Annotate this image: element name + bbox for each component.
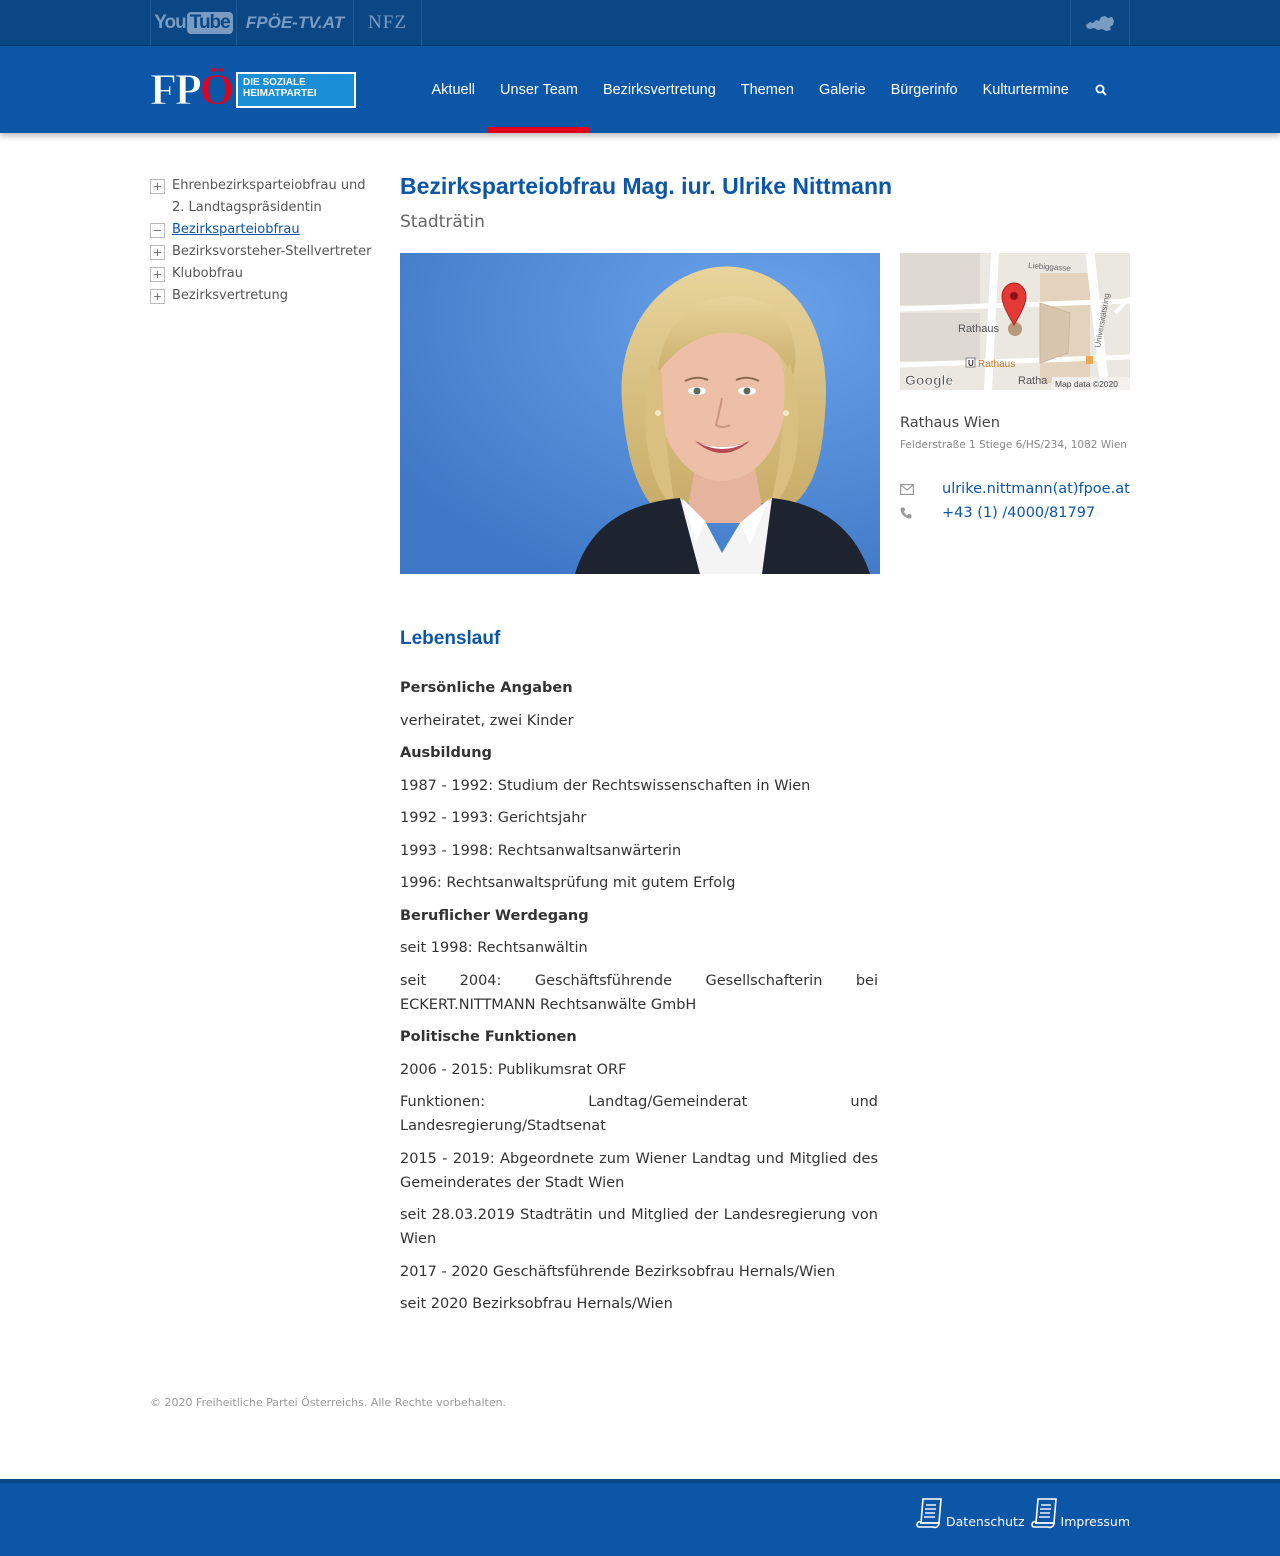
expand-icon[interactable]: + — [150, 267, 165, 282]
location-name: Rathaus Wien — [900, 415, 1000, 431]
sidebar-nav — [150, 175, 380, 307]
logo-tagline-box — [236, 72, 356, 108]
cv-entry: seit 2004: Geschäftsführende Gesellschafterin bei ECKERT.NITTMANN Rechtsanwälte GmbH — [400, 972, 878, 1013]
cv-entry: seit 2020 Bezirksobfrau Hernals/Wien — [400, 1296, 673, 1312]
nav-kulturtermine[interactable]: Kulturtermine — [982, 81, 1069, 98]
impressum-label: Impressum — [1060, 1514, 1130, 1529]
content-area — [0, 133, 1280, 1443]
cv-section-heading: Beruflicher Werdegang — [400, 907, 589, 924]
cv-entry: 1992 - 1993: Gerichtsjahr — [400, 810, 587, 826]
sidebar-item-bezirksvertretung[interactable] — [150, 285, 380, 307]
nav-unser-team[interactable]: Unser Team — [488, 46, 591, 133]
map-attribution: Map data ©2020 — [1055, 379, 1118, 389]
austria-map-link[interactable] — [1070, 0, 1130, 46]
nav-galerie[interactable]: Galerie — [818, 81, 866, 98]
logo-tagline-2: HEIMATPARTEI — [243, 88, 317, 99]
youtube-link[interactable] — [150, 0, 236, 46]
contact-info — [900, 415, 1130, 525]
page-title: Bezirksparteiobfrau Mag. iur. Ulrike Nittmann — [400, 173, 893, 199]
impressum-link[interactable] — [1029, 1497, 1130, 1529]
phone-link[interactable]: +43 (1) /4000/81797 — [942, 505, 1096, 521]
svg-text:U: U — [968, 359, 974, 368]
phone-row — [900, 501, 1130, 525]
google-logo: Google — [905, 372, 954, 388]
map-label-station: Rathaus — [978, 359, 1016, 370]
cv-entry: 1993 - 1998: Rechtsanwaltsanwärterin — [400, 842, 682, 859]
expand-icon[interactable]: + — [150, 245, 165, 260]
cv-entry: 1987 - 1992: Studium der Rechtswissenschaften in Wien — [400, 777, 811, 794]
portrait-illustration — [400, 253, 880, 574]
page-subtitle: Stadträtin — [400, 212, 485, 232]
fpoe-tv-link[interactable]: FPÖE-TV.AT — [236, 0, 353, 46]
map-label-rathaus: Rathaus — [958, 323, 999, 335]
sidebar-item-label[interactable]: Bezirksvorsteher-Stellvertreter — [172, 244, 372, 259]
footer — [0, 1479, 1280, 1556]
youtube-text: You — [154, 12, 186, 33]
cv-entry: seit 28.03.2019 Stadträtin und Mitglied der Landesregierung von Wien — [400, 1207, 878, 1247]
datenschutz-label: Datenschutz — [946, 1514, 1025, 1529]
map-graphic — [900, 253, 1130, 390]
email-link[interactable]: ulrike.nittmann(at)fpoe.at — [942, 481, 1130, 497]
cv-section-heading: Persönliche Angaben — [400, 680, 573, 696]
sidebar-item-label[interactable]: Klubobfrau — [172, 266, 243, 281]
cv-entry: 2015 - 2019: Abgeordnete zum Wiener Landtag und Mitglied des Gemeinderates der Stadt Wien — [400, 1150, 878, 1191]
document-icon — [1029, 1497, 1059, 1529]
location-map[interactable] — [900, 253, 1130, 390]
cv-content — [400, 676, 878, 1325]
phone-icon — [900, 507, 942, 519]
email-row — [900, 477, 1130, 501]
location-address: Felderstraße 1 Stiege 6/HS/234, 1082 Wien — [900, 439, 1127, 451]
fpo-logo[interactable] — [150, 65, 346, 114]
austria-map-icon — [1084, 13, 1116, 33]
cv-entry: verheiratet, zwei Kinder — [400, 712, 574, 729]
expand-icon[interactable]: + — [150, 179, 165, 194]
logo-wordmark: FPÖ — [150, 65, 233, 114]
nfz-link[interactable]: NFZ — [353, 0, 422, 46]
map-label-bottom: Ratha — [1018, 375, 1048, 387]
nav-buergerinfo[interactable]: Bürgerinfo — [890, 81, 958, 98]
sidebar-item-ehrenbezirksparteiobfrau[interactable] — [150, 175, 380, 219]
cv-entry: seit 1998: Rechtsanwältin — [400, 940, 588, 956]
sidebar-item-bezirksvorsteher-stellvertreter[interactable] — [150, 241, 380, 263]
map-label-universitaetsring: Universitätsring — [1093, 292, 1112, 349]
sidebar-item-klubobfrau[interactable] — [150, 263, 380, 285]
document-icon — [914, 1497, 944, 1529]
search-icon — [1095, 84, 1107, 96]
sidebar-item-label[interactable]: Bezirksvertretung — [172, 288, 289, 303]
nav-bezirksvertretung[interactable]: Bezirksvertretung — [602, 81, 716, 98]
profile-main — [400, 171, 1130, 1312]
copyright-text: © 2020 Freiheitliche Partei Österreichs. Alle Rechte vorbehalten. — [150, 1396, 507, 1409]
datenschutz-link[interactable] — [914, 1497, 1025, 1529]
logo-tagline-1: DIE SOZIALE — [243, 77, 306, 88]
nav-themen[interactable]: Themen — [740, 81, 794, 98]
main-header — [0, 46, 1280, 133]
map-label-liebiggasse: Liebiggasse — [1027, 261, 1072, 273]
collapse-icon[interactable]: − — [150, 223, 165, 238]
envelope-icon — [900, 484, 942, 495]
youtube-tube-text: Tube — [187, 12, 233, 34]
cv-section-heading: Ausbildung — [400, 745, 492, 761]
top-bar — [0, 0, 1280, 46]
cv-section-heading: Politische Funktionen — [400, 1029, 577, 1045]
cv-heading: Lebenslauf — [400, 628, 501, 649]
cv-entry: Funktionen: Landtag/Gemeinderat und Landesregierung/Stadtsenat — [400, 1094, 878, 1134]
expand-icon[interactable]: + — [150, 289, 165, 304]
sidebar-item-bezirksparteiobfrau[interactable] — [150, 219, 380, 241]
sidebar-item-label[interactable]: Bezirksparteiobfrau — [172, 222, 300, 237]
search-button[interactable] — [1081, 46, 1121, 133]
main-nav — [419, 46, 1121, 133]
cv-entry: 2017 - 2020 Geschäftsführende Bezirksobfrau Hernals/Wien — [400, 1263, 836, 1280]
portrait-photo — [400, 253, 880, 574]
cv-entry: 2006 - 2015: Publikumsrat ORF — [400, 1061, 627, 1078]
nav-aktuell[interactable]: Aktuell — [431, 81, 476, 98]
sidebar-item-label[interactable]: Ehrenbezirksparteiobfrau und 2. Landtagspräsidentin — [172, 178, 366, 215]
cv-entry: 1996: Rechtsanwaltsprüfung mit gutem Erfolg — [400, 875, 736, 891]
